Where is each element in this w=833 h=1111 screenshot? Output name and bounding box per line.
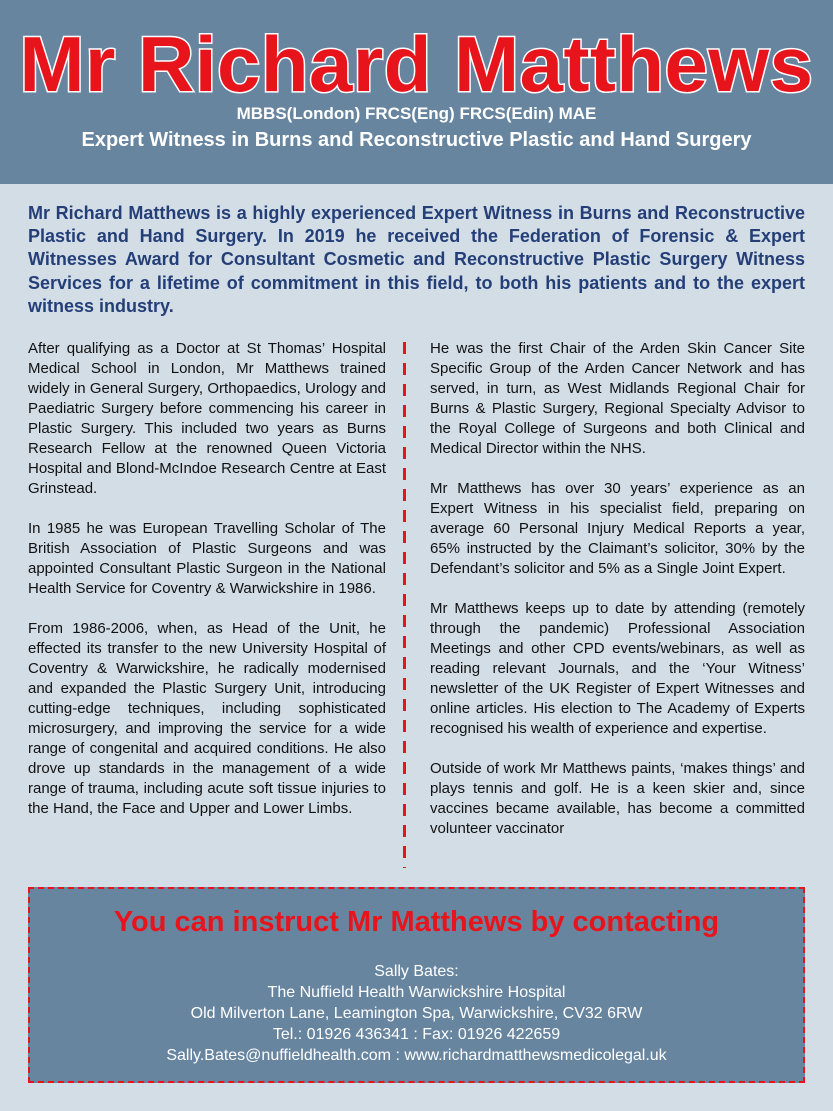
right-paragraph: Mr Matthews has over 30 years’ experience as an Expert Witness in his specialist field, preparing on average 60 Personal Injury Medical Reports a year, 65% instructed by the Claimant’s solicitor, 30% by the Defendant’s solicitor and 5% as a Single Joint Expert. (430, 480, 805, 577)
contact-address: Old Milverton Lane, Leamington Spa, Warwickshire, CV32 6RW (190, 1005, 643, 1022)
left-paragraph: In 1985 he was European Travelling Scholar of The British Association of Plastic Surgeons and was appointed Consultant Plastic Surgeon in the National Health Service for Coventry & Warwickshire in 1986. (28, 520, 386, 597)
left-paragraph: From 1986-2006, when, as Head of the Unit, he effected its transfer to the new University Hospital of Coventry & Warwickshire, he radically modernised and expanded the Plastic Surgery Unit, introducing cutting-edge techniques, including sophisticated microsurgery, and improving the service for a wide range of congenital and acquired conditions. He also drove up standards in the management of a wide range of trauma, including acute soft tissue injuries to the Hand, the Face and Upper and Lower Limbs. (28, 620, 386, 817)
right-column (430, 339, 805, 859)
column-divider (403, 342, 406, 868)
doctor-name: Mr Richard Matthews (19, 20, 814, 108)
contact-box (28, 887, 805, 1083)
left-paragraph: After qualifying as a Doctor at St Thomas’ Hospital Medical School in London, Mr Matthews trained widely in General Surgery, Orthopaedics, Urology and Paediatric Surgery before commencing his career in Plastic Surgery. This included two years as Burns Research Fellow at the renowned Queen Victoria Hospital and Blond-McIndoe Research Centre at East Grinstead. (28, 340, 386, 497)
right-paragraph: He was the first Chair of the Arden Skin Cancer Site Specific Group of the Arden Cancer Network and has served, in turn, as West Midlands Regional Chair for Burns & Plastic Surgery, Regional Specialty Advisor to the Royal College of Surgeons and both Clinical and Medical Director within the NHS. (430, 340, 805, 457)
role-title: Expert Witness in Burns and Reconstructive Plastic and Hand Surgery (81, 129, 752, 151)
intro-paragraph: Mr Richard Matthews is a highly experienced Expert Witness in Burns and Reconstructive Plastic and Hand Surgery. In 2019 he received the Federation of Forensic & Expert Witnesses Award for Consultant Cosmetic and Reconstructive Plastic Surgery Witness Services for a lifetime of commitment in this field, to both his patients and to the expert witness industry. (28, 203, 805, 316)
header-banner (0, 0, 833, 184)
contact-heading: You can instruct Mr Matthews by contacting (113, 906, 720, 938)
right-paragraph: Outside of work Mr Matthews paints, ‘makes things’ and plays tennis and golf. He is a keen skier and, since vaccines became available, has become a committed volunteer vaccinator (430, 760, 805, 837)
qualifications: MBBS(London) FRCS(Eng) FRCS(Edin) MAE (236, 104, 597, 123)
contact-email-web[interactable]: Sally.Bates@nuffieldhealth.com : www.richardmatthewsmedicolegal.uk (166, 1047, 667, 1064)
contact-person: Sally Bates: (374, 963, 459, 980)
contact-phone-fax: Tel.: 01926 436341 : Fax: 01926 422659 (272, 1026, 561, 1043)
contact-details (30, 961, 803, 1066)
left-column (28, 339, 386, 839)
right-paragraph: Mr Matthews keeps up to date by attending (remotely through the pandemic) Professional Association Meetings and other CPD events/webinars, as well as reading relevant Journals, and the ‘Your Witness’ newsletter of the UK Register of Expert Witnesses and online articles. His election to The Academy of Experts recognised his wealth of experience and expertise. (430, 600, 805, 737)
contact-organisation: The Nuffield Health Warwickshire Hospital (267, 984, 566, 1001)
